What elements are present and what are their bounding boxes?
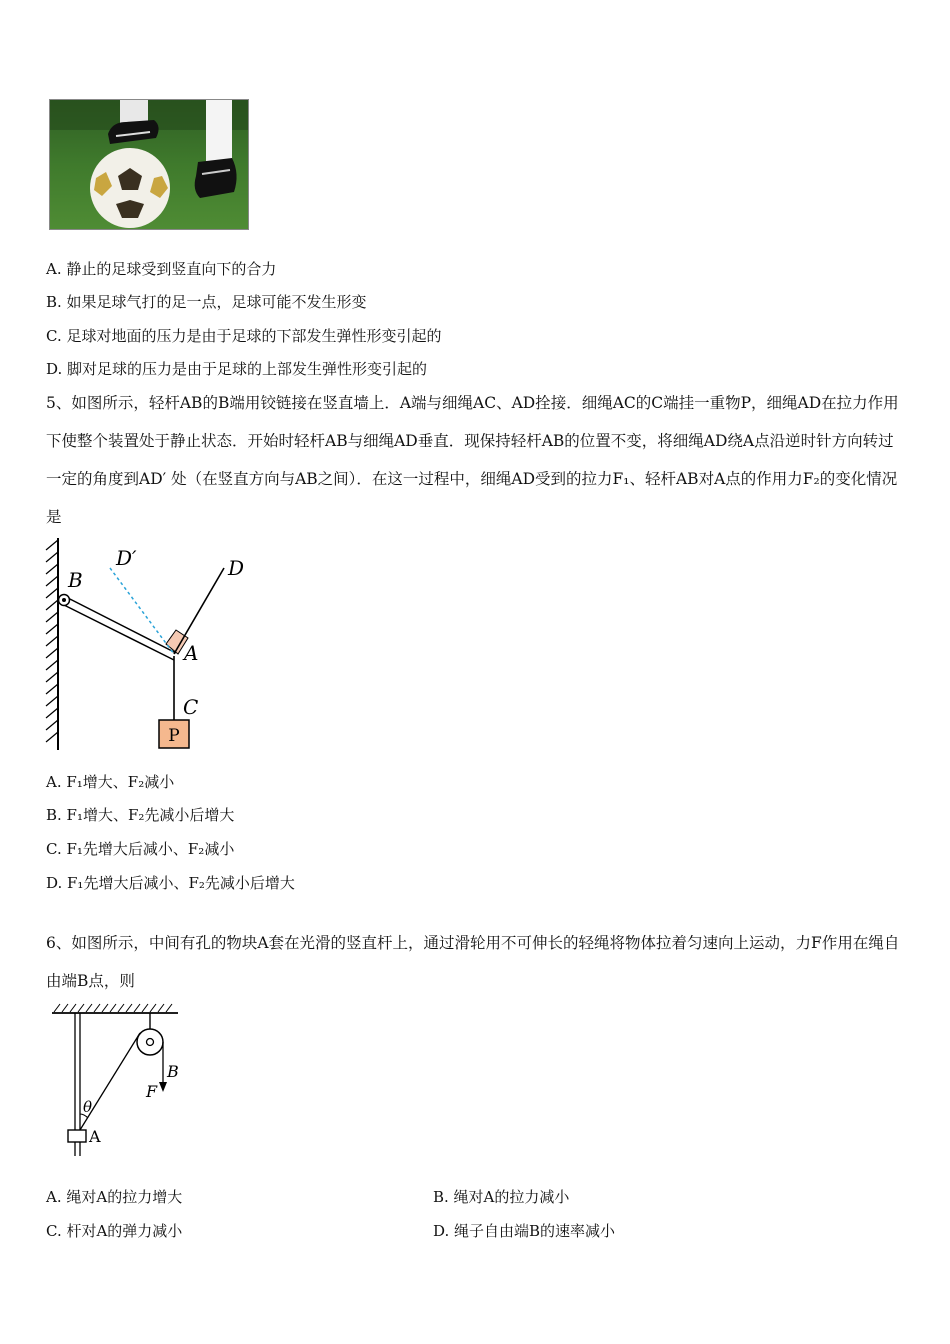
q6-option-b: B. 绳对A的拉力减小 <box>433 1188 570 1206</box>
q5-option-b: B. F₁增大、F₂先减小后增大 <box>46 806 235 824</box>
q6-label-f: F <box>146 1082 158 1101</box>
q5-option-a: A. F₁增大、F₂减小 <box>46 773 175 791</box>
q6-label-b: B <box>167 1062 179 1081</box>
q5-option-d: D. F₁先增大后减小、F₂先减小后增大 <box>46 874 295 892</box>
q5-label-d-prime: D′ <box>116 546 137 570</box>
q5-stem: 5、如图所示，轻杆AB的B端用铰链接在竖直墙上．A端与细绳AC、AD拴接．细绳AC的C端挂一重物P，细绳AD在拉力作用下使整个装置处于静止状态．开始时轻杆AB与细绳AD垂直．现保持轻杆AB的位置不变，将细绳AD绕A点沿逆时针方向转过一定的角度到AD′ 处（在竖直方向与AB之间）．在这一过程中，细绳AD受到的拉力F₁、轻杆AB对A点的作用力F₂的变化情况是 <box>46 394 899 526</box>
q5-label-c: C <box>183 695 199 719</box>
q5-label-d: D <box>228 556 245 580</box>
q6-figure <box>50 1002 190 1162</box>
q4-option-a: A. 静止的足球受到竖直向下的合力 <box>46 260 277 278</box>
q5-figure <box>40 536 260 756</box>
q4-option-b: B. 如果足球气打的足一点，足球可能不发生形变 <box>46 293 367 311</box>
q5-label-a: A <box>184 641 199 665</box>
q5-label-b: B <box>68 568 83 592</box>
q6-option-a: A. 绳对A的拉力增大 <box>46 1188 183 1206</box>
q6-stem: 6、如图所示，中间有孔的物块A套在光滑的竖直杆上，通过滑轮用不可伸长的轻绳将物体拉着匀速向上运动，力F作用在绳自由端B点，则 <box>46 934 900 990</box>
q4-option-c: C. 足球对地面的压力是由于足球的下部发生弹性形变引起的 <box>46 327 442 345</box>
q6-label-theta: θ <box>83 1098 93 1116</box>
q6-option-d: D. 绳子自由端B的速率减小 <box>433 1222 616 1240</box>
q5-label-p: P <box>168 726 180 746</box>
q4-option-d: D. 脚对足球的压力是由于足球的上部发生弹性形变引起的 <box>46 360 428 378</box>
q6-label-a: A <box>89 1127 101 1146</box>
soccer-ball-photo <box>49 99 249 230</box>
q6-option-c: C. 杆对A的弹力减小 <box>46 1222 183 1240</box>
q5-option-c: C. F₁先增大后减小、F₂减小 <box>46 840 235 858</box>
